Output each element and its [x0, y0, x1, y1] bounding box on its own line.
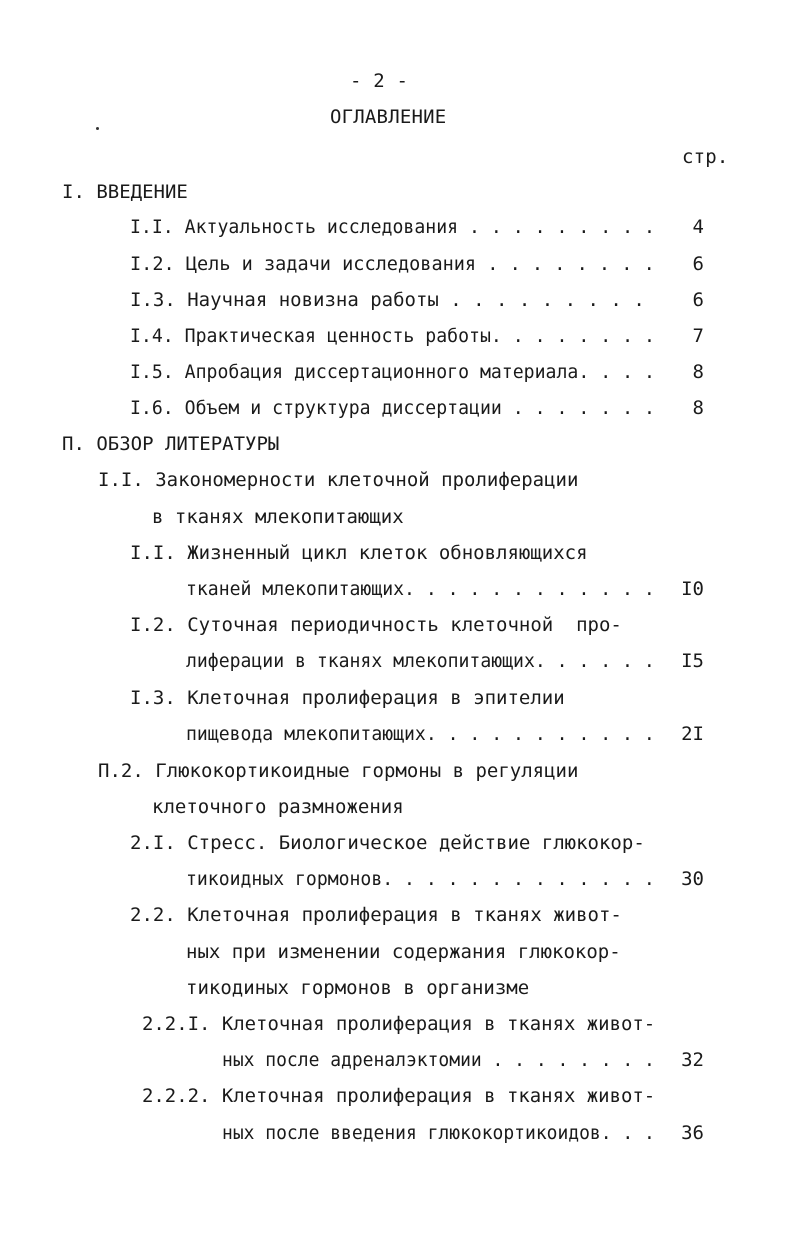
toc-entry-cont: ных при изменении содержания глюкокор-	[186, 941, 621, 963]
toc-entry: 2.I. Стресс. Биологическое действие глюкокор-	[130, 832, 645, 854]
toc-page-number: 2I	[681, 723, 704, 745]
toc-page-number: 6	[692, 289, 704, 311]
toc-entry-cont: тикоидных гормонов. . . . . . . . . . . . .	[186, 868, 655, 890]
page-number: - 2 -	[350, 70, 409, 92]
toc-page-number: 32	[681, 1049, 704, 1071]
toc-page-number: 7	[692, 325, 704, 347]
toc-entry: 2.2.2. Клеточная пролиферация в тканях живот-	[142, 1085, 656, 1107]
page-title: ОГЛАВЛЕНИЕ	[330, 106, 447, 128]
toc-page-number: 8	[692, 397, 704, 419]
toc-entry-cont: тикодиных гормонов в организме	[186, 977, 530, 999]
toc-entry: I.4. Практическая ценность работы. . . . . . . .	[130, 325, 655, 347]
speck-mark	[96, 127, 99, 130]
toc-entry-cont: ных после адреналэктомии . . . . . . . .	[222, 1049, 655, 1071]
toc-page-number: I0	[681, 578, 704, 600]
toc-entry-cont: пищевода млекопитающих. . . . . . . . . . .	[186, 723, 655, 745]
toc-section-heading: I. ВВЕДЕНИЕ	[62, 181, 188, 203]
toc-subsection-heading: П.2. Глюкокортикоидные гормоны в регуляции	[98, 760, 579, 782]
toc-subsection-heading-cont: клеточного размножения	[152, 796, 404, 818]
toc-subsection-heading-cont: в тканях млекопитающих	[152, 506, 404, 528]
toc-entry: 2.2.I. Клеточная пролиферация в тканях живот-	[142, 1013, 656, 1035]
toc-entry: I.2. Суточная периодичность клеточной про-	[130, 614, 622, 636]
toc-section-heading: П. ОБЗОР ЛИТЕРАТУРЫ	[62, 433, 280, 455]
toc-entry: I.6. Объем и структура диссертации . . . . . . .	[130, 397, 655, 419]
toc-entry: I.2. Цель и задачи исследования . . . . . . . .	[130, 253, 655, 275]
toc-page-number: 4	[692, 216, 704, 238]
toc-page-number: 8	[692, 361, 704, 383]
toc-page-number: 36	[681, 1122, 704, 1144]
toc-entry: I.3. Клеточная пролиферация в эпителии	[130, 687, 565, 709]
toc-entry-cont: тканей млекопитающих. . . . . . . . . . . .	[186, 578, 655, 600]
toc-entry-cont: лиферации в тканях млекопитающих. . . . . .	[186, 650, 655, 672]
toc-entry: I.5. Апробация диссертационного материала. . . .	[130, 361, 655, 383]
toc-entry: 2.2. Клеточная пролиферация в тканях живот-	[130, 904, 622, 926]
toc-page-number: I5	[681, 650, 704, 672]
toc-entry: I.I. Жизненный цикл клеток обновляющихся	[130, 542, 588, 564]
toc-entry-cont: ных после введения глюкокортикоидов. . .	[222, 1122, 655, 1144]
toc-page-number: 30	[681, 868, 704, 890]
toc-entry: I.3. Научная новизна работы . . . . . . . . .	[130, 289, 645, 311]
toc-entry: I.I. Актуальность исследования . . . . . . . . .	[130, 216, 655, 238]
toc-subsection-heading: I.I. Закономерности клеточной пролиферации	[98, 469, 579, 491]
toc-page-number: 6	[692, 253, 704, 275]
page-column-label: стр.	[682, 146, 729, 168]
